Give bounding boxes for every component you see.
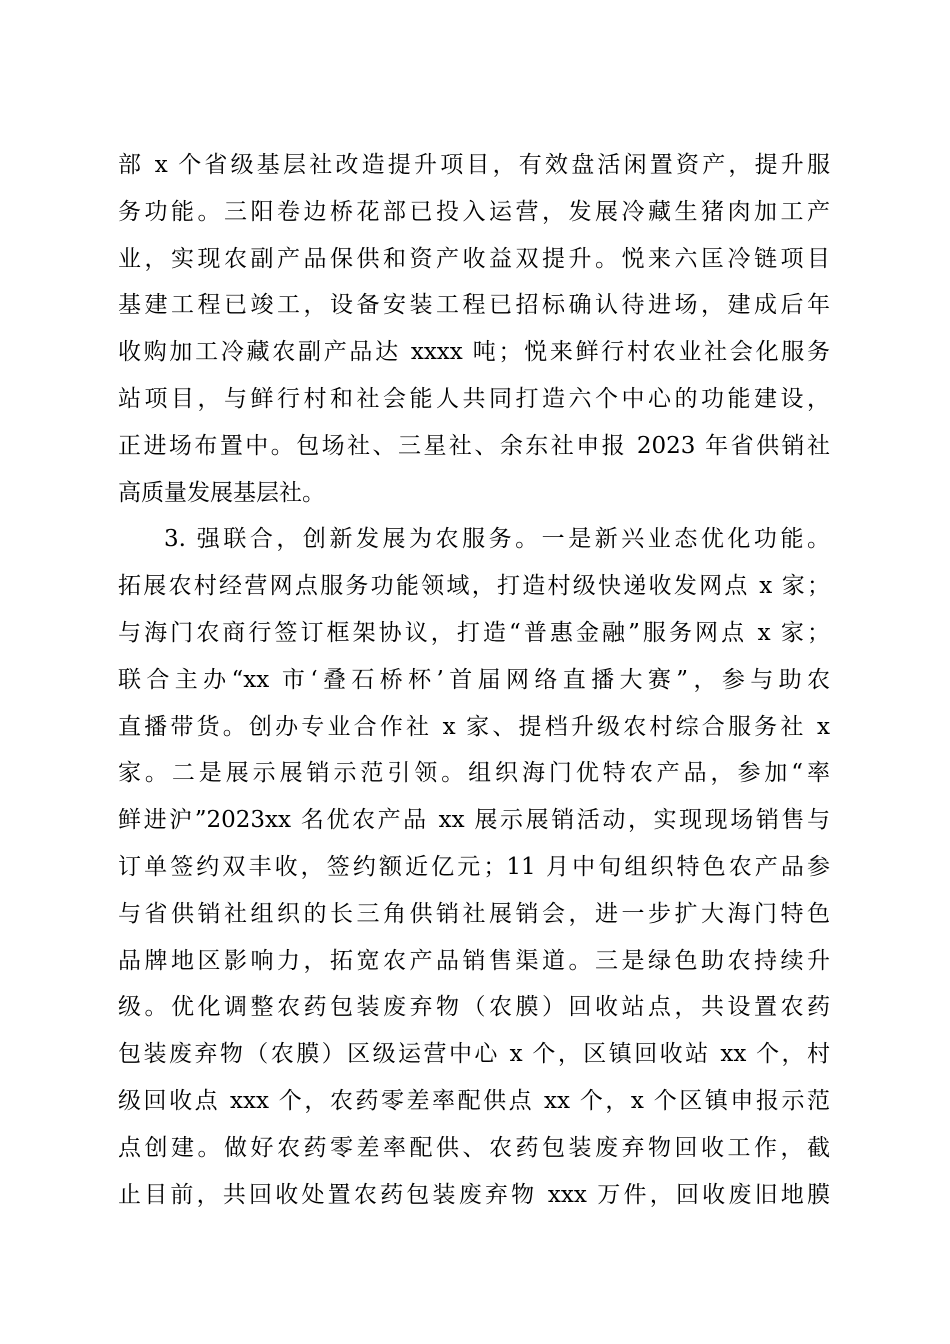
text-line: 级回收点 xxx 个，农药零差率配供点 xx 个，x 个区镇申报示范 xyxy=(118,1087,830,1114)
text-line: 务功能。三阳卷边桥花部已投入运营，发展冷藏生猪肉加工产 xyxy=(118,198,830,225)
text-line: 联合主办“xx 市‘叠石桥杯’首届网络直播大赛”，参与助农 xyxy=(118,666,830,693)
text-line: 与省供销社组织的长三角供销社展销会，进一步扩大海门特色 xyxy=(118,900,830,927)
text-line: 品牌地区影响力，拓宽农产品销售渠道。三是绿色助农持续升 xyxy=(118,947,830,974)
text-line: 包装废弃物（农膜）区级运营中心 x 个，区镇回收站 xx 个，村 xyxy=(118,1041,830,1068)
text-line: 鲜进沪”2023xx 名优农产品 xx 展示展销活动，实现现场销售与 xyxy=(118,807,830,834)
text-line: 站项目，与鲜行村和社会能人共同打造六个中心的功能建设， xyxy=(118,385,830,412)
text-line: 家。二是展示展销示范引领。组织海门优特农产品，参加“率 xyxy=(118,760,830,787)
text-line: 收购加工冷藏农副产品达 xxxx 吨；悦来鲜行村农业社会化服务 xyxy=(118,339,830,366)
text-line: 拓展农村经营网点服务功能领域，打造村级快递收发网点 x 家； xyxy=(118,573,830,600)
text-line: 基建工程已竣工，设备安装工程已招标确认待进场，建成后年 xyxy=(118,292,830,319)
text-line: 业，实现农副产品保供和资产收益双提升。悦来六匡冷链项目 xyxy=(118,245,830,272)
text-line: 与海门农商行签订框架协议，打造“普惠金融”服务网点 x 家； xyxy=(118,619,830,646)
text-line: 高质量发展基层社。 xyxy=(118,479,325,506)
text-line: 正进场布置中。包场社、三星社、余东社申报 2023 年省供销社 xyxy=(118,432,830,459)
text-line: 级。优化调整农药包装废弃物（农膜）回收站点，共设置农药 xyxy=(118,994,830,1021)
text-line: 部 x 个省级基层社改造提升项目，有效盘活闲置资产，提升服 xyxy=(118,152,830,178)
body-text xyxy=(118,142,830,1218)
section-heading-line: 3. 强联合，创新发展为农服务。一是新兴业态优化功能。 xyxy=(164,526,830,553)
text-line: 直播带货。创办专业合作社 x 家、提档升级农村综合服务社 x xyxy=(118,713,830,740)
text-line: 止目前，共回收处置农药包装废弃物 xxx 万件，回收废旧地膜 xyxy=(118,1181,830,1208)
text-line: 订单签约双丰收，签约额近亿元；11 月中旬组织特色农产品参 xyxy=(118,853,830,880)
text-line: 点创建。做好农药零差率配供、农药包装废弃物回收工作，截 xyxy=(118,1134,830,1161)
